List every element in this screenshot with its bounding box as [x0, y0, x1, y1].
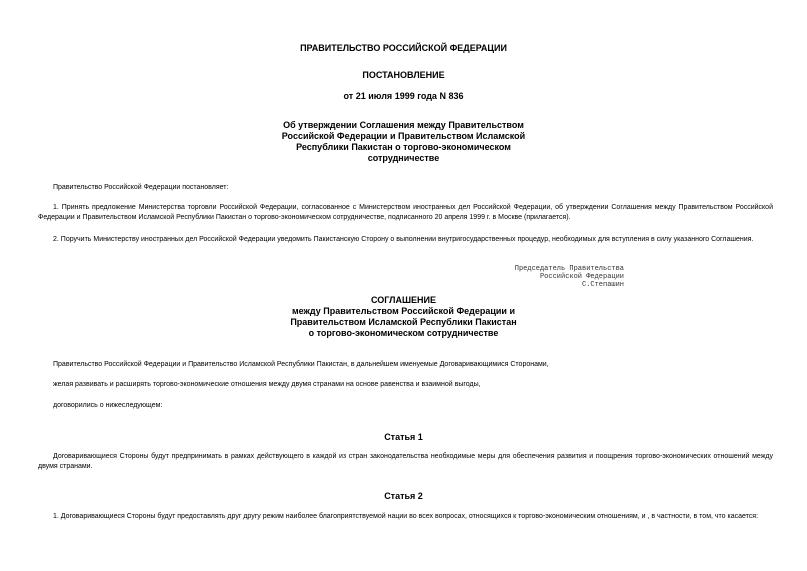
agreement-title-line: между Правительством Российской Федерации и: [291, 306, 515, 316]
article-1-heading: Статья 1: [384, 432, 423, 442]
article-2-text: 1. Договаривающиеся Стороны будут предоставлять друг другу режим наиболее благоприятствуемой нации во всех вопросах, относящихся к торгово-экономическим отношениям, и , в частности, в том, что касается:: [53, 513, 759, 520]
resolution-item-2: 2. Поручить Министерству иностранных дел Российской Федерации уведомить Пакистанскую Сторону о выполнении внутригосударственных процедур, необходимых для вступления в силу указанного Соглашения.: [53, 236, 754, 243]
agreement-preamble-2: желая развивать и расширять торгово-экономические отношения между двумя странами на основе равенства и взаимной выгоды,: [53, 381, 481, 388]
resolution-title-line: Российской Федерации и Правительством Исламской: [281, 131, 526, 141]
resolution-title: [0, 120, 807, 164]
signature-line: Председатель Правительства: [514, 265, 624, 273]
agreement-title: [0, 295, 807, 339]
resolution-item-1: 1. Принять предложение Министерства торговли Российской Федерации, согласованное с Министерством иностранных дел Российской Федерации, об утверждении Соглашения между Правительством Российской Федерации и Правительством Исламской Республики Пакистан о торгово-экономическом сотрудничестве, подписанного 20 апреля 1999 г. в Москве (прилагается).: [38, 204, 773, 221]
signature-block: [430, 265, 624, 289]
signature-line: Российской Федерации: [539, 273, 624, 281]
resolution-intro: Правительство Российской Федерации постановляет:: [53, 184, 229, 191]
document-date: от 21 июля 1999 года N 836: [343, 91, 464, 101]
resolution-title-line: Республики Пакистан о торгово-экономическом: [296, 142, 511, 152]
agreement-title-line: о торгово-экономическом сотрудничестве: [308, 328, 499, 338]
resolution-title-line: сотрудничестве: [367, 153, 440, 163]
government-header: ПРАВИТЕЛЬСТВО РОССИЙСКОЙ ФЕДЕРАЦИИ: [300, 43, 507, 53]
resolution-title-line: Об утверждении Соглашения между Правительством: [283, 120, 524, 130]
article-1-text: Договаривающиеся Стороны будут предпринимать в рамках действующего в каждой из стран законодательства необходимые меры для обеспечения развития и поощрения торгово-экономических отношений между двумя странами.: [38, 453, 773, 470]
article-2-heading: Статья 2: [384, 491, 423, 501]
document-kind: ПОСТАНОВЛЕНИЕ: [362, 70, 445, 80]
agreement-preamble-1: Правительство Российской Федерации и Правительство Исламской Республики Пакистан, в дальнейшем именуемые Договаривающимися Сторонами,: [53, 361, 549, 368]
signature-line: С.Степашин: [581, 281, 624, 289]
agreement-title-line: СОГЛАШЕНИЕ: [371, 295, 436, 305]
agreement-title-line: Правительством Исламской Республики Пакистан: [290, 317, 517, 327]
agreement-preamble-3: договорились о нижеследующем:: [53, 402, 163, 409]
